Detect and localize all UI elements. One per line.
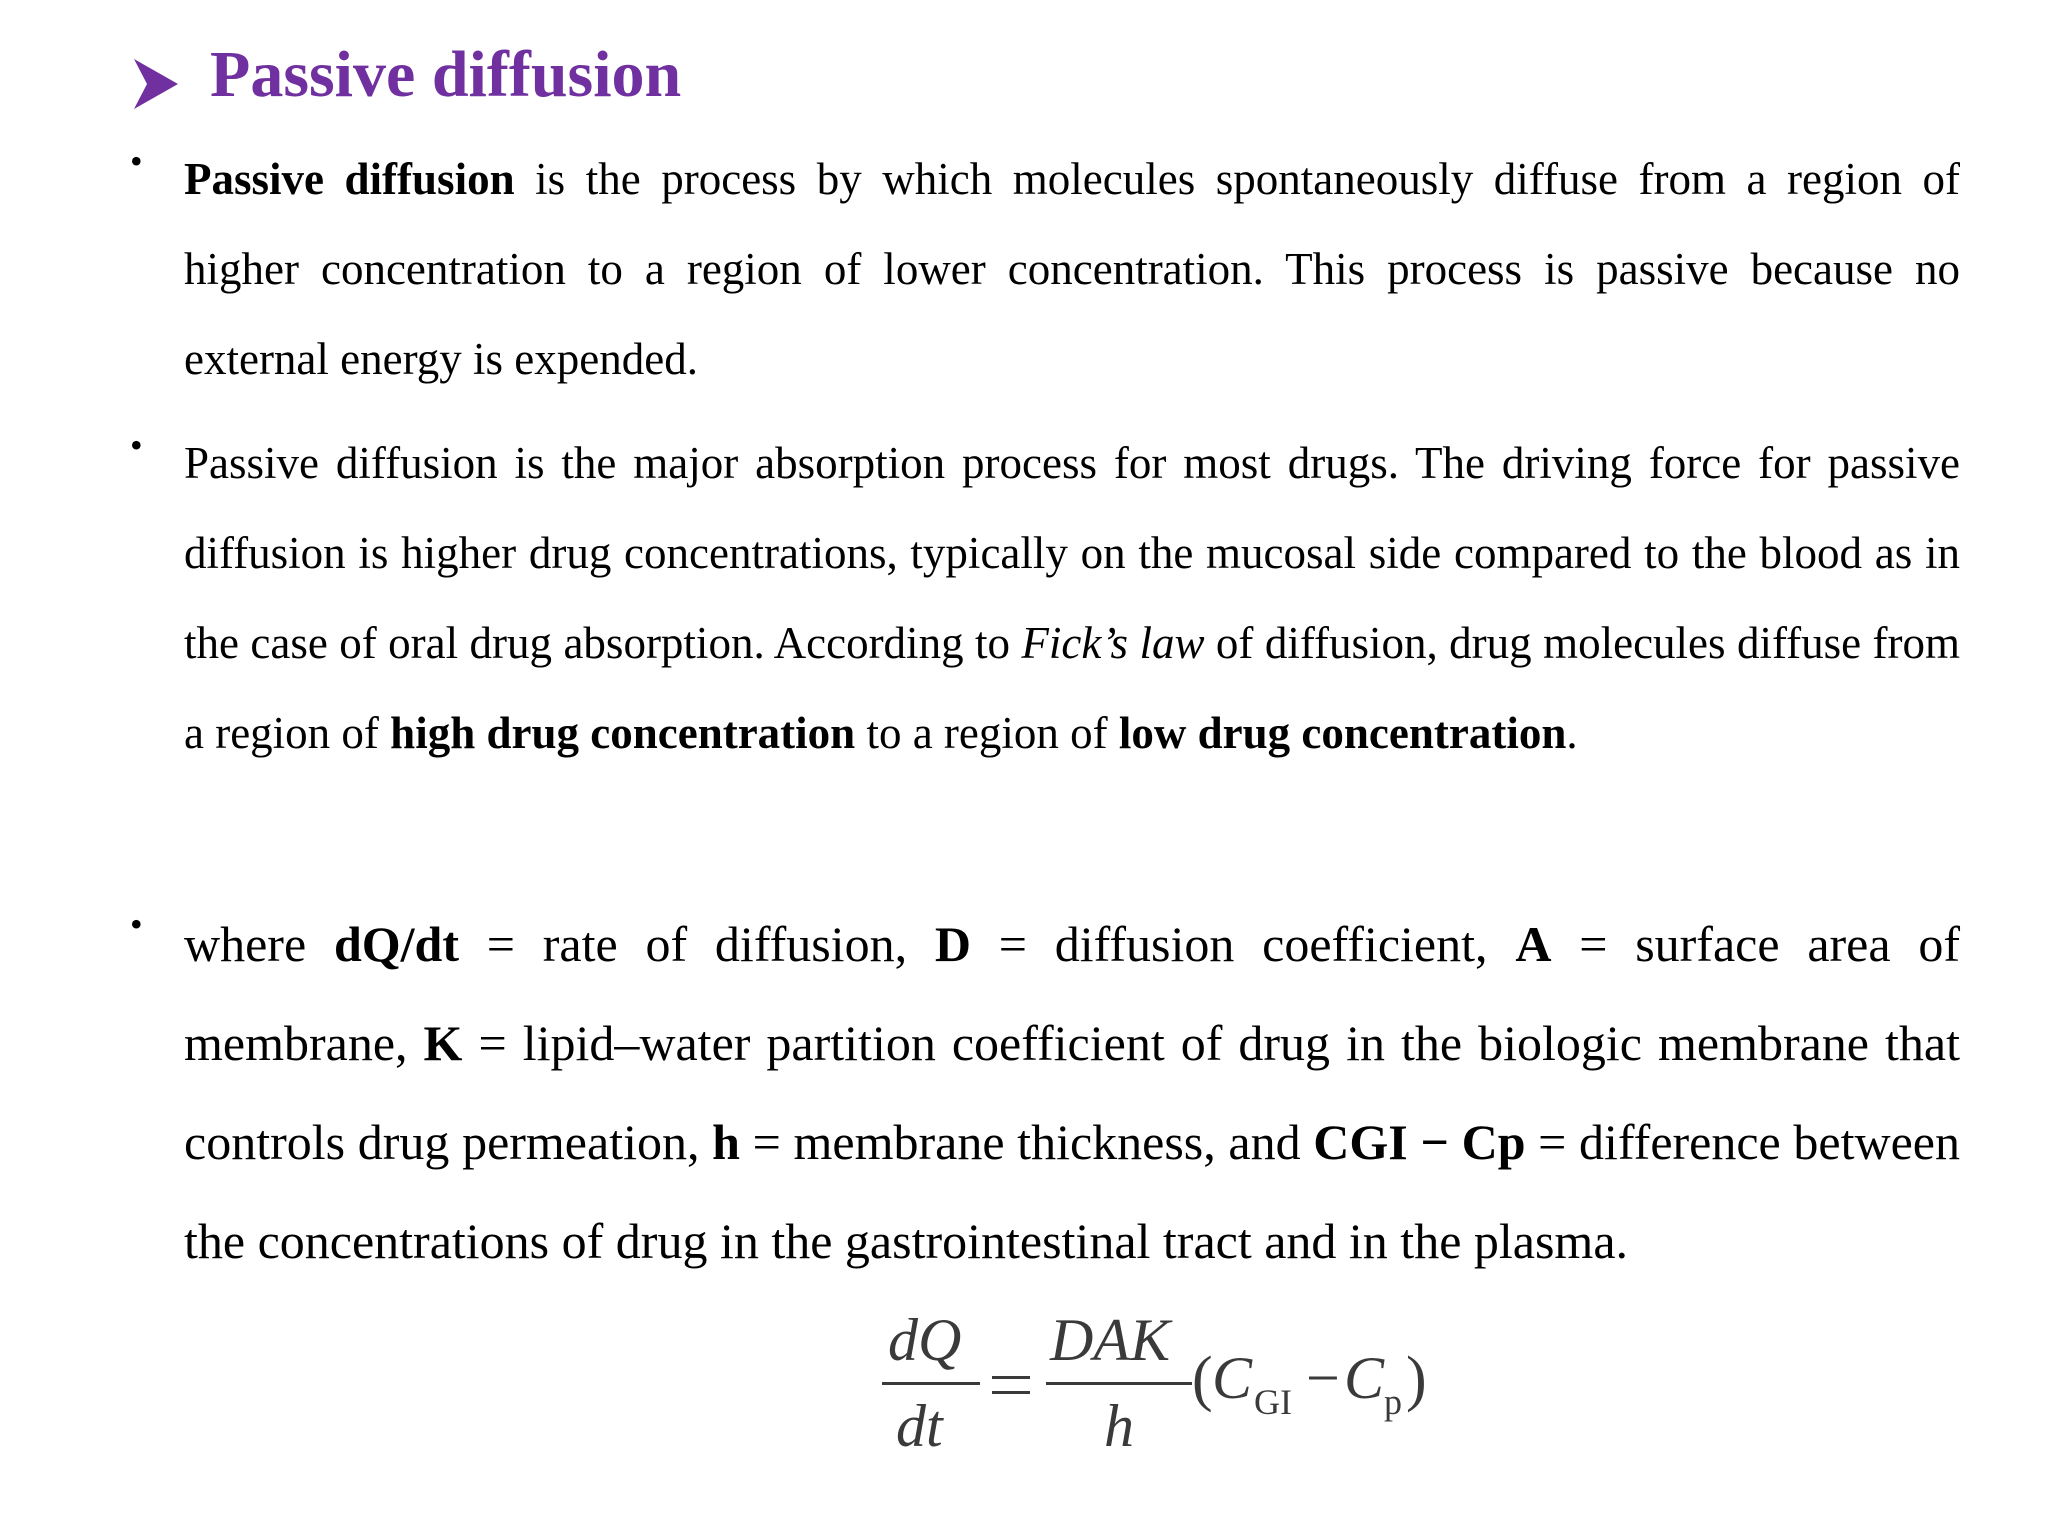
formula-lhs-numerator: dQ bbox=[888, 1307, 962, 1373]
formula-c-p: C bbox=[1344, 1345, 1385, 1411]
bullet-marker: • bbox=[130, 425, 143, 465]
bullet-marker: • bbox=[130, 141, 143, 181]
formula-sub-p: p bbox=[1384, 1382, 1402, 1422]
equals-sign bbox=[992, 1376, 1030, 1394]
slide-heading bbox=[134, 30, 681, 120]
bullet-marker: • bbox=[130, 904, 143, 944]
formula-sub-gi: GI bbox=[1254, 1382, 1292, 1422]
formula-open-paren: ( bbox=[1192, 1345, 1213, 1413]
formula-close-paren: ) bbox=[1406, 1345, 1427, 1413]
bullet-text: Passive diffusion is the process by which molecules spontaneously diffuse from a region of higher concentration to a region of lower concentration. This process is passive because no external energy is expended. bbox=[184, 154, 1961, 384]
bullet-text: Passive diffusion is the major absorption process for most drugs. The driving force for passive diffusion is higher drug concentrations, typically on the mucosal side compared to the blood as in the case of oral drug absorption. According to Fick’s law of diffusion, drug molecules diffuse from a region of high drug concentration to a region of low drug concentration. bbox=[184, 438, 1961, 758]
bold-term: Passive diffusion bbox=[184, 154, 515, 204]
formula-c-gi: C bbox=[1212, 1345, 1253, 1411]
bullet-item-variables bbox=[130, 895, 1960, 1291]
formula-minus: − bbox=[1306, 1345, 1340, 1411]
fraction-bar bbox=[1046, 1382, 1192, 1385]
fick-law-equation bbox=[874, 1300, 1494, 1470]
bullet-text: where dQ/dt = rate of diffusion, D = diffusion coefficient, A = surface area of membrane, K = lipid–water partition coefficient of drug in the biologic membrane that controls drug permeation, h = membrane thickness, and CGI − Cp = difference between the concentrations of drug in the gastrointestinal tract and in the plasma. bbox=[184, 916, 1960, 1269]
bold-term: high drug concentration bbox=[390, 708, 856, 758]
bold-term: low drug concentration bbox=[1118, 708, 1567, 758]
italic-term: Fick’s law bbox=[1021, 618, 1205, 668]
formula-rhs-denominator: h bbox=[1104, 1393, 1134, 1459]
heading-text: Passive diffusion bbox=[210, 38, 682, 111]
bullet-item-major-process bbox=[130, 418, 1960, 778]
arrowhead-bullet-icon bbox=[134, 50, 178, 100]
formula-rhs-numerator: DAK bbox=[1050, 1307, 1170, 1373]
fraction-bar bbox=[882, 1382, 980, 1385]
formula-lhs-denominator: dt bbox=[896, 1393, 943, 1459]
bullet-item-definition bbox=[130, 134, 1960, 404]
